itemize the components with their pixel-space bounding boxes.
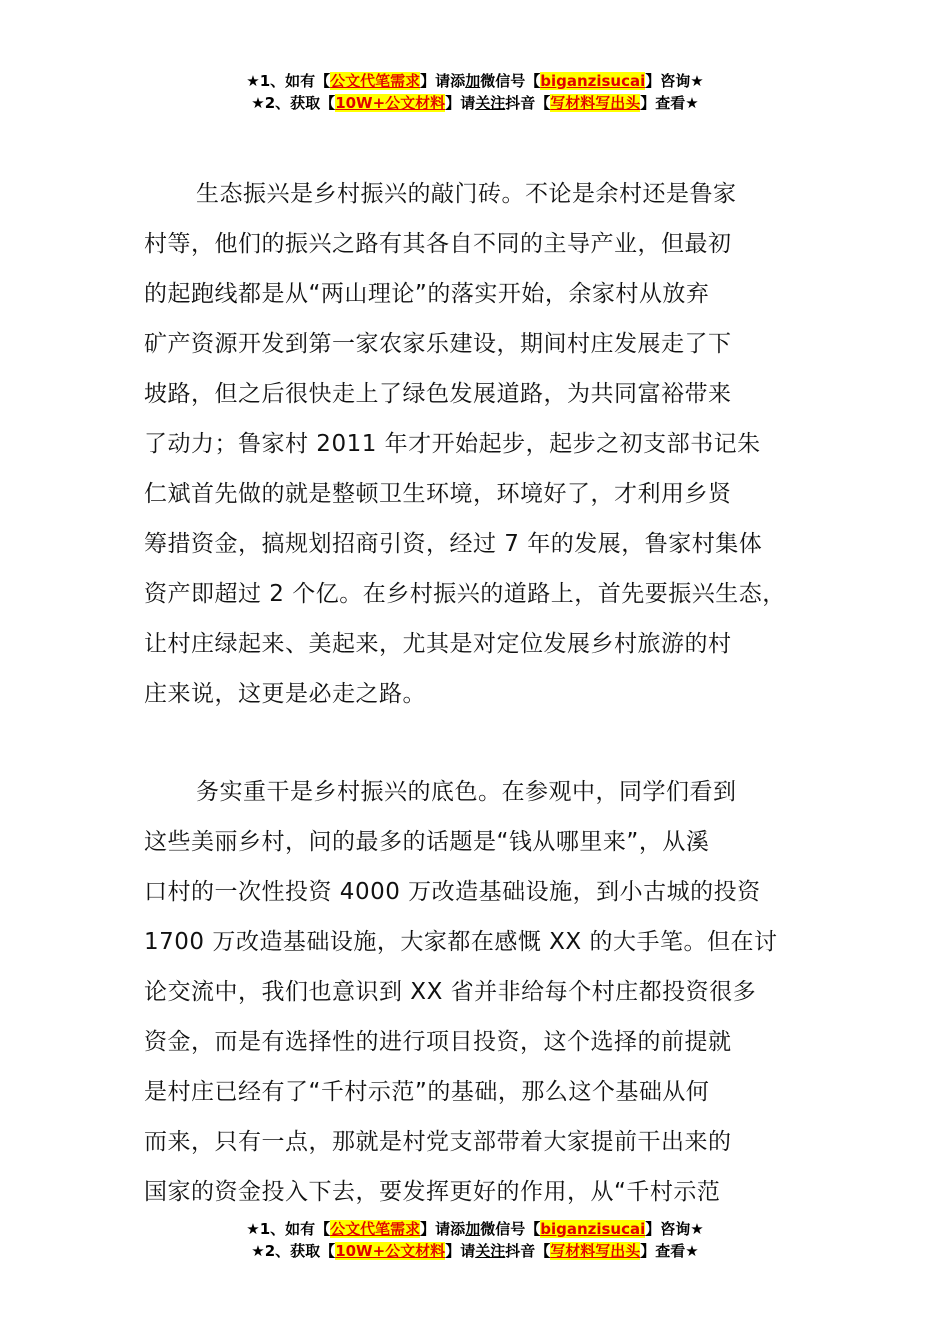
paragraph-line: 庄来说，这更是必走之路。 [144,681,426,707]
paragraph-ecological-revitalization [144,169,834,719]
banner-highlight: 写材料写出头 [550,1242,641,1260]
banner-highlight: biganzisucai [540,1220,646,1238]
banner-text: 】请添 [420,1220,466,1238]
banner-highlight: 公文代笔需求 [330,72,421,90]
banner-text: 】请 [445,1242,476,1260]
banner-underlined-text: 关注 [475,1242,506,1260]
paragraph-line: 是村庄已经有了“千村示范”的基础，那么这个基础从何 [144,1079,710,1105]
banner-highlight: 公文代笔需求 [330,1220,421,1238]
banner-text: 抖音【 [505,94,551,112]
banner-text: 】查看★ [640,94,699,112]
paragraph-line: 资金，而是有选择性的进行项目投资，这个选择的前提就 [144,1029,732,1055]
banner-text: 】请添 [420,72,466,90]
header-banner [0,70,950,114]
paragraph-line: 筹措资金，搞规划招商引资，经过 7 年的发展，鲁家村集体 [144,531,763,557]
banner-text: 】咨询★ [645,1220,704,1238]
paragraph-line: 生态振兴是乡村振兴的敲门砖。不论是余村还是鲁家 [196,181,737,207]
banner-highlight: 写材料写出头 [550,94,641,112]
banner-text: ★1、如有【 [246,1220,331,1238]
paragraph-line: 1700 万改造基础设施，大家都在感慨 XX 的大手笔。但在讨 [144,929,778,955]
banner-text: 微信号【 [480,72,541,90]
banner-text: ★2、获取【 [251,1242,336,1260]
paragraph-line: 国家的资金投入下去，要发挥更好的作用，从“千村示范 [144,1179,721,1205]
banner-line-2 [0,92,950,114]
paragraph-line: 村等，他们的振兴之路有其各自不同的主导产业，但最初 [144,231,732,257]
banner-text: 】咨询★ [645,72,704,90]
footer-banner [0,1218,950,1262]
paragraph-line: 让村庄绿起来、美起来，尤其是对定位发展乡村旅游的村 [144,631,732,657]
paragraph-line: 这些美丽乡村，问的最多的话题是“钱从哪里来”，从溪 [144,829,710,855]
paragraph-line: 矿产资源开发到第一家农家乐建设，期间村庄发展走了下 [144,331,732,357]
paragraph-line: 而来，只有一点，那就是村党支部带着大家提前干出来的 [144,1129,732,1155]
paragraph-line: 论交流中，我们也意识到 XX 省并非给每个村庄都投资很多 [144,979,757,1005]
banner-line-1 [0,70,950,92]
banner-underlined-text: 加 [465,72,481,90]
banner-highlight: biganzisucai [540,72,646,90]
banner-text: 抖音【 [505,1242,551,1260]
paragraph-line: 的起跑线都是从“两山理论”的落实开始，余家村从放弃 [144,281,710,307]
paragraph-practical-work [144,767,834,1217]
paragraph-line: 务实重干是乡村振兴的底色。在参观中，同学们看到 [196,779,737,805]
banner-text: ★1、如有【 [246,72,331,90]
banner-text: 微信号【 [480,1220,541,1238]
banner-underlined-text: 加 [465,1220,481,1238]
paragraph-line: 资产即超过 2 个亿。在乡村振兴的道路上，首先要振兴生态， [144,581,786,607]
banner-line-2 [0,1240,950,1262]
banner-highlight: 10W+公文材料 [335,1242,446,1260]
paragraph-line: 口村的一次性投资 4000 万改造基础设施，到小古城的投资 [144,879,761,905]
banner-text: ★2、获取【 [251,94,336,112]
banner-highlight: 10W+公文材料 [335,94,446,112]
banner-line-1 [0,1218,950,1240]
paragraph-line: 了动力；鲁家村 2011 年才开始起步，起步之初支部书记朱 [144,431,761,457]
banner-text: 】查看★ [640,1242,699,1260]
banner-underlined-text: 关注 [475,94,506,112]
paragraph-line: 坡路，但之后很快走上了绿色发展道路，为共同富裕带来 [144,381,732,407]
banner-text: 】请 [445,94,476,112]
paragraph-line: 仁斌首先做的就是整顿卫生环境，环境好了，才利用乡贤 [144,481,732,507]
